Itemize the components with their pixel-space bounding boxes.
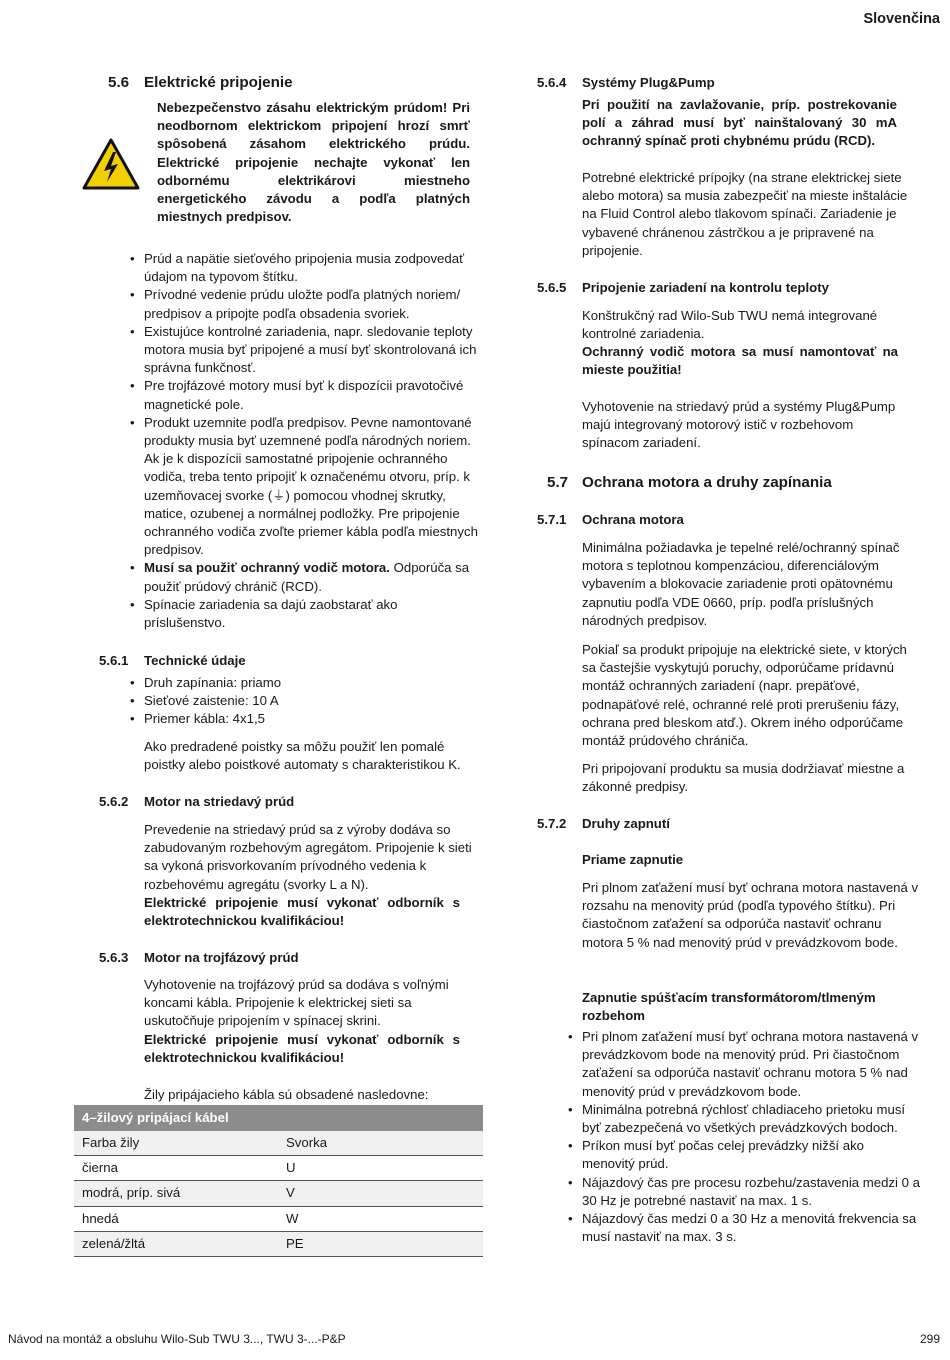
table-cell: Farba žily xyxy=(74,1131,278,1156)
list-item: • Minimálna potrebná rýchlosť chladiaceho prietoku musí byť zabezpečená vo všetkých prevádzkových bodoch. xyxy=(568,1101,920,1137)
table-row xyxy=(74,1206,483,1231)
section-5-7-title: Ochrana motora a druhy zapínania xyxy=(582,474,832,491)
soft-start-list xyxy=(568,1028,920,1246)
section-5-7-1-number: 5.7.1 xyxy=(537,512,567,527)
temperature-monitoring-text: Konštrukčný rad Wilo-Sub TWU nemá integrované kontrolné zariadenia. xyxy=(582,308,878,342)
section-5-6-4-title: Systémy Plug&Pump xyxy=(582,75,715,90)
table-cell: hnedá xyxy=(74,1206,278,1231)
table-row xyxy=(74,1231,483,1256)
plug-pump-warning: Pri použití na zavlažovanie, príp. postrekovanie polí a záhrad musí byť nainštalovaný 30 mA ochranný spínač proti chybnému prúdu (RCD). xyxy=(582,97,897,149)
section-5-7-2-number: 5.7.2 xyxy=(537,816,567,831)
list-item: • Pri plnom zaťažení musí byť ochrana motora nastavená v prevádzkovom bode na menovitý prúd. Pri čiastočnom zaťažení sa odporúča nastaviť ochranu motora 5 % nad menovitý prúd v prevádzkovom bode. xyxy=(568,1028,920,1101)
soft-start-heading: Zapnutie spúšťacím transformátorom/tlmeným rozbehom xyxy=(582,990,876,1024)
fuse-text: Ako predradené poistky sa môžu použiť len pomalé poistky alebo poistkové automaty s charakteristikou K. xyxy=(144,739,461,773)
section-5-6-number: 5.6 xyxy=(108,74,130,91)
language-label: Slovenčina xyxy=(863,11,940,27)
motor-breaker-text: Vyhotovenie na striedavý prúd a systémy Plug&Pump majú integrovaný motorový istič v rozbehovom spínacom zariadení. xyxy=(582,399,896,451)
section-5-6-5-number: 5.6.5 xyxy=(537,280,567,295)
section-5-7-1-title: Ochrana motora xyxy=(582,512,684,527)
table-title: 4–žilový pripájací kábel xyxy=(74,1105,483,1131)
list-item xyxy=(130,559,482,595)
table-cell: čierna xyxy=(74,1156,278,1181)
section-5-6-1-number: 5.6.1 xyxy=(99,653,129,668)
table-cell: modrá, príp. sivá xyxy=(74,1181,278,1206)
section-5-6-3-number: 5.6.3 xyxy=(99,950,129,965)
technical-data-list xyxy=(130,674,482,729)
table-row xyxy=(74,1181,483,1206)
page-number: 299 xyxy=(919,1331,940,1346)
list-item: • Spínacie zariadenia sa dajú zaobstarať ako príslušenstvo. xyxy=(130,596,482,632)
table-cell: W xyxy=(278,1206,483,1231)
list-item: • Druh zapínania: priamo xyxy=(130,674,482,692)
list-item: • Prúd a napätie sieťového pripojenia musia zodpovedať údajom na typovom štítku. xyxy=(130,250,482,286)
motor-protection-p1: Minimálna požiadavka je tepelné relé/ochranný spínač motora s teplotnou kompenzáciou, diferenciálovým vybavením a blokovacie zariadenie proti opätovnému zapnutiu podľa VDE 0660, príp. podľa príslušných národných predpisov. xyxy=(582,540,900,628)
list-item: • Nájazdový čas pre procesu rozbehu/zastavenia medzi 0 a 30 Hz je potrebné nastaviť na max. 1 s. xyxy=(568,1174,920,1210)
temperature-monitoring-warning: Ochranný vodič motora sa musí namontovať na mieste použitia! xyxy=(582,344,898,378)
cable-intro: Žily pripájacieho kábla sú obsadené nasledovne: xyxy=(144,1087,429,1102)
list-item: • Príkon musí byť počas celej prevádzky nižší ako menovitý prúd. xyxy=(568,1137,920,1173)
connection-requirements-list xyxy=(130,250,482,632)
list-item: • Prívodné vedenie prúdu uložte podľa platných noriem/ predpisov a pripojte podľa obsadenia svoriek. xyxy=(130,286,482,322)
single-phase-text: Prevedenie na striedavý prúd sa z výroby dodáva so zabudovaným rozbehovým agregátom. Pripojenie k sieti sa vykoná prisvorkovaním prívodného vedenia k rozbehovému agregátu (svorky L a N). xyxy=(144,822,472,892)
section-5-6-4-number: 5.6.4 xyxy=(537,75,567,90)
list-item: • Sieťové zaistenie: 10 A xyxy=(130,692,482,710)
three-phase-text: Vyhotovenie na trojfázový prúd sa dodáva s voľnými koncami kábla. Pripojenie k elektrickej sieti sa uskutočňuje pripojením v spínacej skrini. xyxy=(144,977,449,1029)
section-5-6-2-number: 5.6.2 xyxy=(99,794,129,809)
list-item: • Pre trojfázové motory musí byť k dispozícii pravotočivé magnetické pole. xyxy=(130,377,482,413)
list-item: • Existujúce kontrolné zariadenia, napr. sledovanie teploty motora musia byť pripojené a musí byť skontrolovaná ich správna funkčnosť. xyxy=(130,323,482,378)
section-5-6-3-title: Motor na trojfázový prúd xyxy=(144,950,299,965)
warning-text: Nebezpečenstvo zásahu elektrickým prúdom! Pri neodbornom elektrickom pripojení hrozí smrť spôsobená zásahom elektrického prúdu. Elektrické pripojenie nechajte vykonať len odbornému elektrikárovi miestneho energetického závodu a podľa platných miestnych predpisov. xyxy=(157,100,470,225)
table-cell: U xyxy=(278,1156,483,1181)
plug-pump-text: Potrebné elektrické prípojky (na strane elektrickej siete alebo motora) sa musia zabezpečiť na mieste inštalácie na Fluid Control alebo tlakovom spínači. Zariadenie je vybavené chránenou zástrčkou a je pripravené na pripojenie. xyxy=(582,170,908,258)
table-cell: zelená/žltá xyxy=(74,1231,278,1256)
section-5-6-2-title: Motor na striedavý prúd xyxy=(144,794,295,809)
list-item: • Produkt uzemnite podľa predpisov. Pevne namontované produkty musia byť uzemnené podľa národných noriem. Ak je k dispozícii samostatné pripojenie ochranného vodiča, treba tento pripojiť k označenému otvoru, príp. k uzemňovacej svorke (⏚) pomocou vhodnej skrutky, matice, ozubenej a normálnej podložky. Pre pripojenie ochranného vodiča zvoľte priemer kábla podľa miestnych predpisov. xyxy=(130,414,482,560)
list-item: • Priemer kábla: 4x1,5 xyxy=(130,710,482,728)
electric-hazard-icon xyxy=(82,138,140,190)
table-cell: V xyxy=(278,1181,483,1206)
motor-protection-p3: Pri pripojovaní produktu sa musia dodržiavať miestne a zákonné predpisy. xyxy=(582,761,905,795)
section-5-6-title: Elektrické pripojenie xyxy=(144,74,293,91)
motor-protection-p2: Pokiaľ sa produkt pripojuje na elektrické siete, v ktorých sa častejšie vyskytujú poruchy, odporúčame prídavnú montáž ochranných zariadení (napr. prepäťové, podnapäťové relé, ochranné relé proti prerušeniu fázy, ochrana pred bleskom atď.). Okrem iného odporúčame montáž prúdového chrániča. xyxy=(582,642,907,749)
direct-start-text: Pri plnom zaťažení musí byť ochrana motora nastavená v rozsahu na menovitý prúd (podľa typového štítku). Pri čiastočnom zaťažení sa odporúča nastaviť ochranu motora 5 % nad menovitý prúd v prevádzkovom bode. xyxy=(582,880,919,950)
section-5-6-5-title: Pripojenie zariadení na kontrolu teploty xyxy=(582,280,829,295)
table-cell: PE xyxy=(278,1231,483,1256)
section-5-7-number: 5.7 xyxy=(547,474,569,491)
single-phase-warning: Elektrické pripojenie musí vykonať odborník s elektrotechnickou kvalifikáciou! xyxy=(144,895,460,929)
list-item: • Nájazdový čas medzi 0 a 30 Hz a menovitá frekvencia sa musí nastaviť na max. 3 s. xyxy=(568,1210,920,1246)
table-row xyxy=(74,1131,483,1156)
three-phase-warning: Elektrické pripojenie musí vykonať odborník s elektrotechnickou kvalifikáciou! xyxy=(144,1032,460,1066)
rcd-recommendation: Odporúča sa použiť prúdový chránič (RCD). xyxy=(144,560,470,594)
section-5-7-2-title: Druhy zapnutí xyxy=(582,816,670,831)
table-row xyxy=(74,1156,483,1181)
cable-table xyxy=(74,1105,483,1257)
direct-start-heading: Priame zapnutie xyxy=(582,852,684,867)
table-cell: Svorka xyxy=(278,1131,483,1156)
section-5-6-1-title: Technické údaje xyxy=(144,653,246,668)
protective-conductor-note: Musí sa použiť ochranný vodič motora. xyxy=(144,560,390,576)
footer-document-title: Návod na montáž a obsluhu Wilo-Sub TWU 3..., TWU 3-...-P&P xyxy=(8,1331,346,1346)
